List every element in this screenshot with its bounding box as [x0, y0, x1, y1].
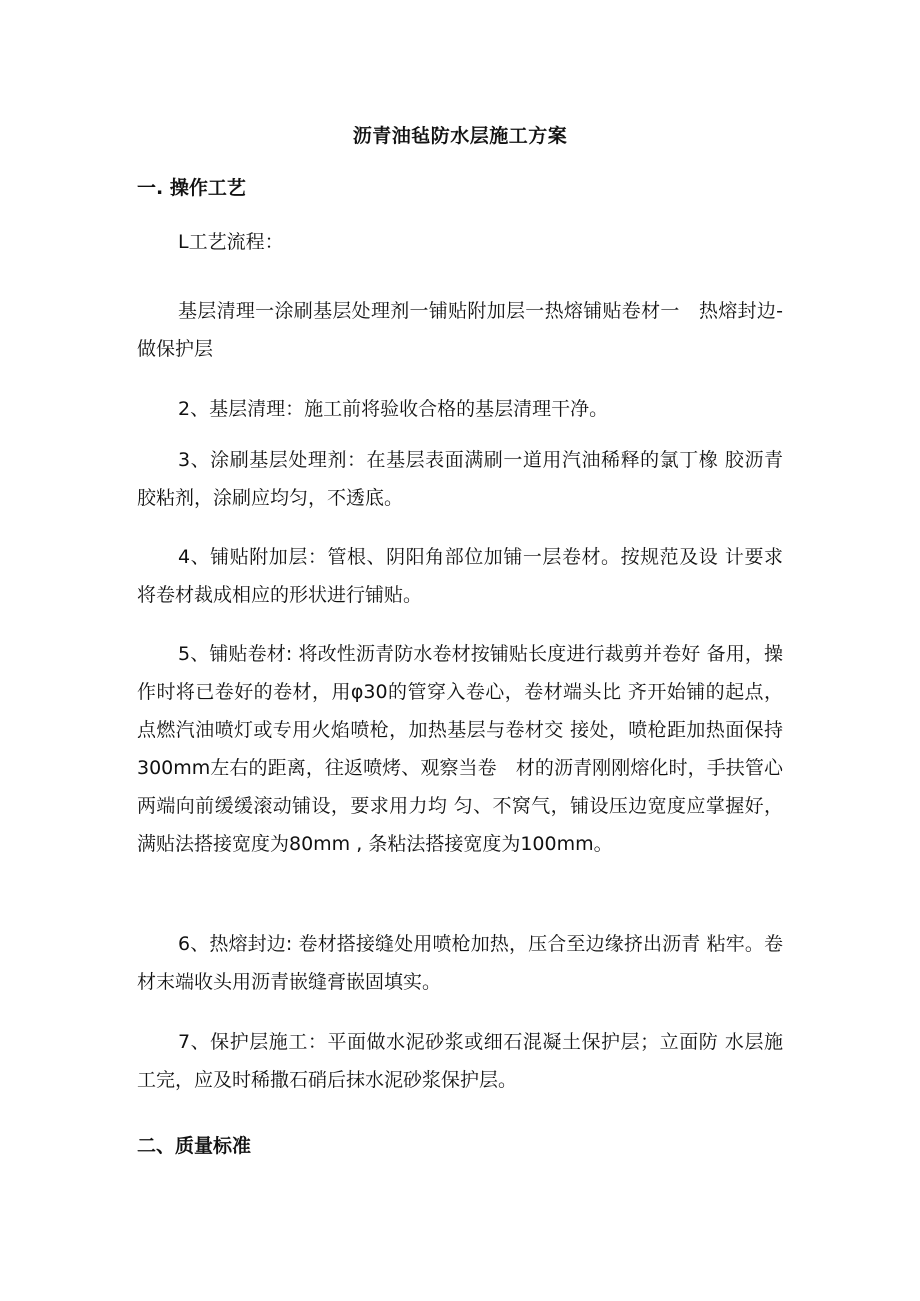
paragraph-step-3: 3、涂刷基层处理剂：在基层表面满刷一道用汽油稀释的氯丁橡 胶沥青胶粘剂，涂刷应均匀，不透底。: [137, 449, 783, 509]
subheading-process-flow: L工艺流程：: [178, 231, 284, 253]
paragraph-process-flow: 基层清理一涂刷基层处理剂一铺贴附加层一热熔铺贴卷材一 热熔封边-做保护层: [137, 300, 783, 360]
section-heading-operation-process: 一. 操作工艺: [137, 177, 246, 199]
paragraph-step-4: 4、铺贴附加层：管根、阴阳角部位加铺一层卷材。按规范及设 计要求将卷材裁成相应的形状进行铺贴。: [137, 546, 783, 606]
paragraph-step-6: 6、热熔封边: 卷材搭接缝处用喷枪加热，压合至边缘挤出沥青 粘牢。卷材末端收头用沥青嵌缝膏嵌固填实。: [137, 933, 783, 993]
paragraph-step-2: 2、基层清理：施工前将验收合格的基层清理干净。: [178, 398, 609, 420]
paragraph-step-7: 7、保护层施工：平面做水泥砂浆或细石混凝土保护层；立面防 水层施工完，应及时稀撒石硝后抹水泥砂浆保护层。: [137, 1031, 783, 1091]
paragraph-step-5: 5、铺贴卷材: 将改性沥青防水卷材按铺贴长度进行裁剪并卷好 备用，操作时将已卷好的卷材，用φ30的管穿入卷心，卷材端头比 齐开始铺的起点，点燃汽油喷灯或专用火焰喷枪，加热基层与卷材交 接处，喷枪距加热面保持300mm左右的距离，往返喷烤、观察当卷 材的沥青刚刚熔化时，手扶管心两端向前缓缓滚动铺设，要求用力均 匀、不窝气，铺设压边宽度应掌握好，满贴法搭接宽度为80mm , 条粘法搭接宽度为100mm。: [137, 643, 783, 855]
document-title: 沥青油毡防水层施工方案: [352, 125, 568, 147]
section-heading-quality-standard: 二、质量标准: [137, 1135, 252, 1157]
